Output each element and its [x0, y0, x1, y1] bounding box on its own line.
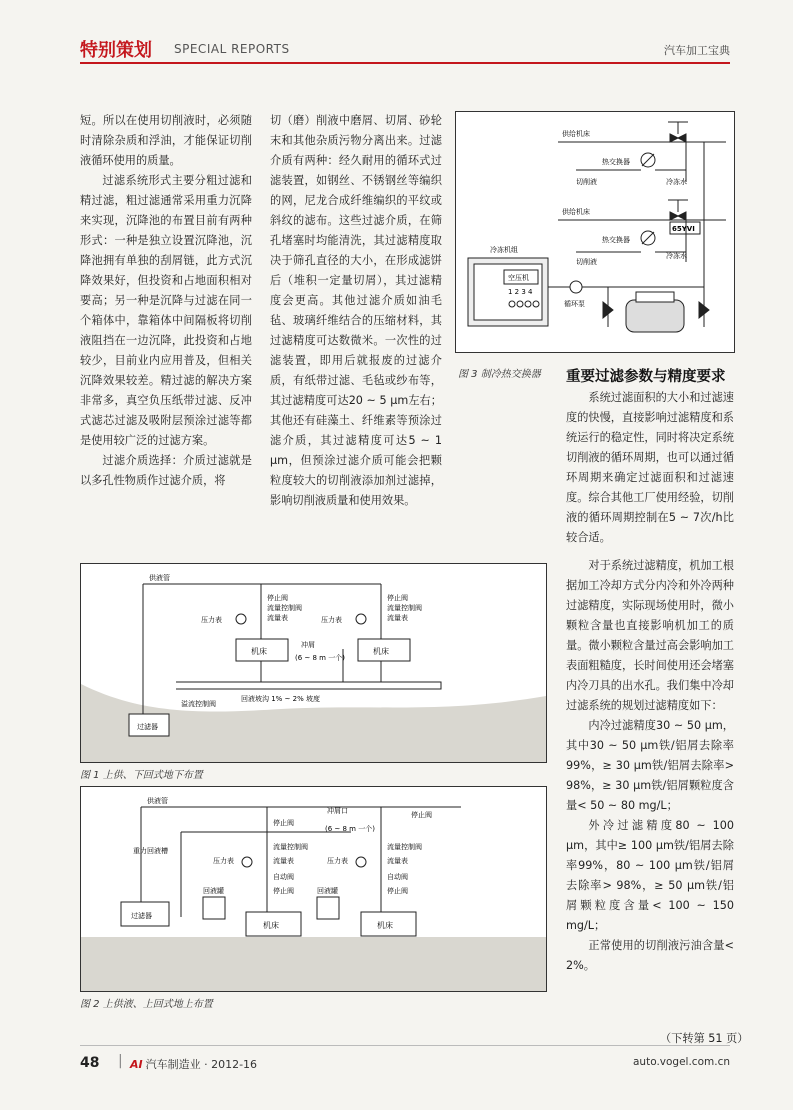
label-flow-control-2: 流量控制阀 — [387, 604, 422, 612]
page-number: 48 — [80, 1055, 100, 1071]
label-fluid-1: 切削液 — [576, 178, 597, 186]
label-hx-1: 热交换器 — [602, 158, 630, 166]
label-hx-2: 热交换器 — [602, 236, 630, 244]
paragraph: 过滤系统形式主要分粗过滤和精过滤，粗过滤通常采用重力沉降来实现，沉降池的布置目前有两种形式：一种是独立设置沉降池，沉降池拥有单独的刮屑链，此方式沉降效果好，但投资和占地面积相对要高；另一种是沉降与过滤在同一个箱体中，靠箱体中间隔板将切削液阻挡在一边沉降，此投资和占地较少，目前业内应用普及，但相关沉降效果较差。精过滤的解决方案非常多，真空负压纸带过滤、反冲式滤芯过滤及吸附层预涂过滤等都是使用较广泛的过滤方案。 — [80, 174, 252, 447]
figure-1-caption: 图 1 上供、下回式地下布置 — [80, 770, 203, 781]
label-stop-valve-3: 停止阀 — [273, 887, 294, 895]
label-fluid-2: 切削液 — [576, 258, 597, 266]
paragraph: 正常使用的切削液污油含量< 2%。 — [566, 939, 734, 972]
label-flow-meter: 流量表 — [273, 857, 294, 865]
label-flush-length: (6 ~ 8 m 一个) — [295, 654, 345, 662]
label-flow-meter-2: 流量表 — [387, 857, 408, 865]
section-label-en: SPECIAL REPORTS — [174, 42, 290, 56]
label-supply-1: 供给机床 — [562, 130, 590, 138]
label-machine-1: 机床 — [251, 647, 267, 656]
label-chiller-unit: 冷冻机组 — [490, 246, 518, 254]
label-gauge: 压力表 — [201, 616, 222, 624]
column-title: 汽车加工宝典 — [664, 44, 730, 57]
label-gravity-trough: 重力回液槽 — [133, 847, 168, 855]
paragraph: 内冷过滤精度30 ~ 50 μm，其中30 ~ 50 μm铁/铝屑去除率99%，≥ 30 μm铁/铝屑去除率> 98%，≥ 30 μm铁/铝屑颗粒度含量< 50 ~ 80 mg/L； — [566, 719, 734, 812]
label-gauge-2: 压力表 — [327, 857, 348, 865]
footer-rule — [80, 1045, 730, 1046]
aboveground-layout-diagram — [81, 787, 546, 991]
underground-layout-diagram — [81, 564, 546, 762]
body-column-3 — [566, 388, 734, 976]
section-heading: 重要过滤参数与精度要求 — [566, 369, 726, 385]
figure-3 — [455, 111, 735, 353]
valve-tag: 65YVI — [672, 225, 695, 233]
magazine-title — [130, 1056, 257, 1072]
paragraph: 切（磨）削液中磨屑、切屑、砂轮末和其他杂质污物分离出来。过滤介质有两种：经久耐用的循环式过滤装置，如钢丝、不锈钢丝等编织的网，尼龙合成纤维编织的平纹或斜纹的滤布。这些过滤介质，在筛孔堵塞时均能清洗，其过滤精度取决于筛孔直径的大小，在形成滤饼后（堆积一定量切屑），其过滤精度会更高。其他过滤介质如油毛毡、玻璃纤维结合的压缩材料，其过滤精度可达数微米。一次性的过滤装置，即用后就报废的过滤介质，有纸带过滤、毛毡或纱布等，其过滤精度可达20 ~ 5 μm左右；其他还有硅藻土、纤维素等预涂过滤介质，其过滤精度可达5 ~ 1 μm，但预涂过滤介质可能会把颗粒度较大的切削液添加剂过滤掉，影响切削液质量和使用效果。 — [270, 114, 442, 507]
label-filter: 过滤器 — [137, 723, 158, 731]
label-compressor: 空压机 — [508, 274, 529, 282]
label-compressor-numbers: 1 2 3 4 — [508, 288, 533, 296]
label-stop-valve: 停止阀 — [411, 811, 432, 819]
paragraph: 外冷过滤精度80 ~ 100 μm，其中≥ 100 μm铁/铝屑去除率99%，80 ~ 100 μm铁/铝屑去除率> 98%，≥ 50 μm铁/铝屑颗粒度含量< 100 ~ 150 mg/L； — [566, 819, 734, 932]
heat-exchanger-diagram — [456, 112, 734, 352]
label-flush-length: (6 ~ 8 m 一个) — [325, 825, 375, 833]
label-auto-valve: 自动阀 — [273, 873, 294, 881]
label-return-tank: 回液罐 — [203, 887, 224, 895]
label-flush: 冲屑 — [301, 641, 315, 649]
label-machine-2: 机床 — [377, 921, 393, 930]
label-flow-control: 流量控制阀 — [267, 604, 302, 612]
label-filter: 过滤器 — [131, 912, 152, 920]
header-rule — [80, 62, 730, 64]
label-pump: 循环泵 — [564, 300, 585, 308]
paragraph: 短。所以在使用切削液时，必须随时清除杂质和浮油，才能保证切削液循环使用的质量。 — [80, 114, 252, 167]
continued-note: （下转第 51 页） — [660, 1032, 749, 1045]
label-stop-valve-2: 停止阀 — [387, 594, 408, 602]
footer-url[interactable]: auto.vogel.com.cn — [633, 1056, 730, 1068]
label-gauge-2: 压力表 — [321, 616, 342, 624]
body-column-1 — [80, 111, 252, 491]
paragraph: 系统过滤面积的大小和过滤速度的快慢，直接影响过滤精度和系统运行的稳定性，同时将决定系统切削液的循环周期，也可以通过循环周期来确定过滤面积和过滤速度。综合其他工厂使用经验，切削液的循环周期控制在5 ~ 7次/h比较合适。 — [566, 391, 734, 544]
figure-2 — [80, 786, 547, 992]
body-column-2 — [270, 111, 442, 511]
page-header — [80, 36, 730, 62]
label-flush-port: 冲屑口 — [327, 807, 348, 815]
label-auto-valve-2: 自动阀 — [387, 873, 408, 881]
label-return-tank-2: 回液罐 — [317, 887, 338, 895]
label-cold-1: 冷冻水 — [666, 178, 687, 186]
label-flow-control: 流量控制阀 — [273, 843, 308, 851]
label-gauge: 压力表 — [213, 857, 234, 865]
section-label: 特别策划 — [80, 40, 152, 61]
label-machine-1: 机床 — [263, 921, 279, 930]
label-stop-valve: 停止阀 — [267, 594, 288, 602]
label-stop-valve-4: 停止阀 — [387, 887, 408, 895]
paragraph: 过滤介质选择：介质过滤就是以多孔性物质作过滤介质，将 — [80, 454, 252, 487]
figure-3-caption: 图 3 制冷热交换器 — [458, 369, 541, 380]
label-machine-2: 机床 — [373, 647, 389, 656]
label-return-slope: 回液坡沟 1% ~ 2% 坡度 — [241, 695, 320, 703]
label-supply-pipe: 供液管 — [147, 797, 168, 805]
label-overflow-valve: 溢流控制阀 — [181, 700, 216, 708]
magazine-issue: 汽车制造业 · 2012-16 — [145, 1058, 258, 1071]
label-supply-2: 供给机床 — [562, 208, 590, 216]
magazine-logo: AI — [130, 1058, 143, 1071]
label-cold-2: 冷冻水 — [666, 252, 687, 260]
label-flow-meter: 流量表 — [267, 614, 288, 622]
label-stop-valve-2: 停止阀 — [273, 819, 294, 827]
figure-1 — [80, 563, 547, 763]
label-supply-pipe: 供液管 — [149, 574, 170, 582]
figure-2-caption: 图 2 上供液、上回式地上布置 — [80, 999, 213, 1010]
paragraph: 对于系统过滤精度，机加工根据加工冷却方式分内冷和外冷两种过滤精度，实际现场使用时，微小颗粒含量也直接影响机加工的质量。微小颗粒含量过高会影响加工表面粗糙度，长时间使用还会堵塞内冷刀具的出水孔。我们集中冷却过滤系统的规划过滤精度如下： — [566, 559, 734, 712]
label-flow-control-2: 流量控制阀 — [387, 843, 422, 851]
label-flow-meter-2: 流量表 — [387, 614, 408, 622]
footer-separator: | — [118, 1053, 123, 1069]
